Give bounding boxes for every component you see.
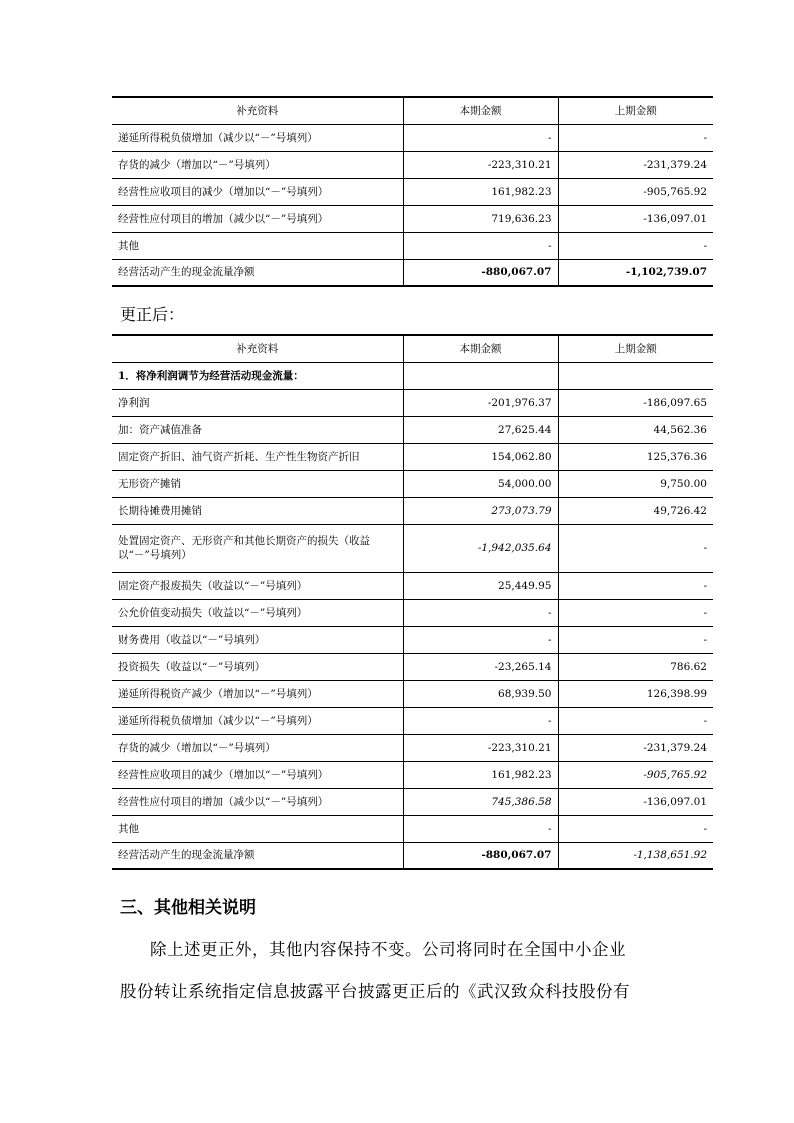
header-supplementary: 补充资料 [112,335,403,362]
row-current: - [403,815,558,842]
paragraph-line: 股份转让系统指定信息披露平台披露更正后的《武汉致众科技股份有 [120,982,630,1001]
row-prior: - [558,815,713,842]
table-row [112,815,713,842]
row-prior: -905,765.92 [558,178,713,205]
row-prior: -186,097.65 [558,389,713,416]
row-label: 递延所得税负债增加（减少以“－”号填列） [112,707,403,734]
row-label: 投资损失（收益以“－”号填列） [112,653,403,680]
table-row [112,178,713,205]
row-current [403,362,558,389]
row-label: 经营活动产生的现金流量净额 [112,259,403,286]
table-row [112,680,713,707]
row-current: -23,265.14 [403,653,558,680]
paragraph-line: 除上述更正外，其他内容保持不变。公司将同时在全国中小企业 [150,940,626,959]
row-prior: 9,750.00 [558,470,713,497]
header-supplementary: 补充资料 [112,97,403,124]
table-header-row [112,335,713,362]
row-label: 其他 [112,232,403,259]
header-current-amount: 本期金额 [403,97,558,124]
total-row [112,259,713,286]
corrected-cashflow-table [112,334,713,870]
header-prior-amount: 上期金额 [558,335,713,362]
table-row [112,572,713,599]
row-label: 经营活动产生的现金流量净额 [112,842,403,869]
row-current: 25,449.95 [403,572,558,599]
table-row [112,734,713,761]
row-current: 161,982.23 [403,761,558,788]
row-label: 其他 [112,815,403,842]
row-label: 长期待摊费用摊销 [112,497,403,524]
row-current: - [403,707,558,734]
table-row [112,151,713,178]
row-prior: - [558,572,713,599]
row-label: 经营性应付项目的增加（减少以“－”号填列） [112,788,403,815]
table-row [112,707,713,734]
after-correction-heading: 更正后： [120,305,185,324]
row-prior: 125,376.36 [558,443,713,470]
row-current: -223,310.21 [403,734,558,761]
table-row [112,626,713,653]
row-current: 745,386.58 [403,788,558,815]
row-current: - [403,599,558,626]
row-prior: -905,765.92 [558,761,713,788]
row-current: -880,067.07 [403,842,558,869]
row-label: 经营性应付项目的增加（减少以“－”号填列） [112,205,403,232]
total-row [112,842,713,869]
row-label: 存货的减少（增加以“－”号填列） [112,151,403,178]
row-label: 处置固定资产、无形资产和其他长期资产的损失（收益以“－”号填列） [112,524,403,572]
row-prior: 49,726.42 [558,497,713,524]
row-current: -201,976.37 [403,389,558,416]
row-current: - [403,232,558,259]
row-label: 经营性应收项目的减少（增加以“－”号填列） [112,761,403,788]
row-current: 68,939.50 [403,680,558,707]
table-row [112,443,713,470]
row-label: 递延所得税资产减少（增加以“－”号填列） [112,680,403,707]
row-label: 经营性应收项目的减少（增加以“－”号填列） [112,178,403,205]
row-current: - [403,124,558,151]
row-prior: -136,097.01 [558,788,713,815]
table-row [112,124,713,151]
row-prior: - [558,124,713,151]
row-label: 存货的减少（增加以“－”号填列） [112,734,403,761]
row-prior: 44,562.36 [558,416,713,443]
row-label: 公允价值变动损失（收益以“－”号填列） [112,599,403,626]
row-prior: -1,102,739.07 [558,259,713,286]
row-prior: - [558,707,713,734]
header-current-amount: 本期金额 [403,335,558,362]
table-row [112,389,713,416]
table-row [112,416,713,443]
row-current: 161,982.23 [403,178,558,205]
table-row [112,497,713,524]
row-current: 27,625.44 [403,416,558,443]
section-title-other-notes: 三、其他相关说明 [120,898,256,918]
row-prior: -231,379.24 [558,734,713,761]
table-header-row [112,97,713,124]
table-row [112,788,713,815]
row-label: 固定资产折旧、油气资产折耗、生产性生物资产折旧 [112,443,403,470]
header-prior-amount: 上期金额 [558,97,713,124]
row-prior: - [558,626,713,653]
row-prior: 786.62 [558,653,713,680]
table-row [112,653,713,680]
row-prior: - [558,599,713,626]
row-current: 154,062.80 [403,443,558,470]
row-current: -1,942,035.64 [403,524,558,572]
row-label: 财务费用（收益以“－”号填列） [112,626,403,653]
table-row [112,205,713,232]
row-label: 递延所得税负债增加（减少以“－”号填列） [112,124,403,151]
row-current: -880,067.07 [403,259,558,286]
table-row [112,470,713,497]
table-row [112,524,713,572]
section-title: 1．将净利润调节为经营活动现金流量： [112,362,403,389]
table-row [112,232,713,259]
section-row [112,362,713,389]
row-current: 273,073.79 [403,497,558,524]
row-current: 719,636.23 [403,205,558,232]
row-prior: -231,379.24 [558,151,713,178]
row-prior: - [558,524,713,572]
row-prior: 126,398.99 [558,680,713,707]
row-prior [558,362,713,389]
row-prior: - [558,232,713,259]
original-cashflow-table [112,96,713,287]
row-label: 净利润 [112,389,403,416]
row-current: -223,310.21 [403,151,558,178]
row-prior: -136,097.01 [558,205,713,232]
table-row [112,761,713,788]
row-prior: -1,138,651.92 [558,842,713,869]
table-row [112,599,713,626]
row-current: 54,000.00 [403,470,558,497]
row-current: - [403,626,558,653]
row-label: 加：资产减值准备 [112,416,403,443]
row-label: 固定资产报废损失（收益以“－”号填列） [112,572,403,599]
row-label: 无形资产摊销 [112,470,403,497]
